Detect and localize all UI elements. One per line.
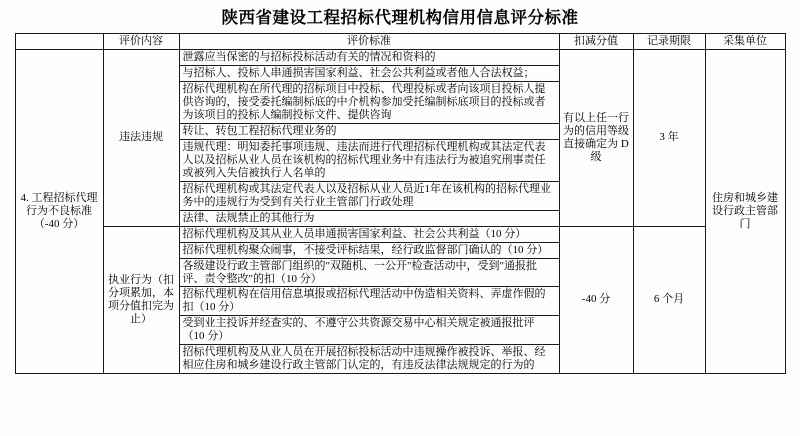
header-deduction-value: 扣减分值 xyxy=(559,34,633,50)
table-row xyxy=(15,226,785,242)
standard-item: 违规代理：明知委托事项违规、违法而进行代理招标代理机构或其法定代表人以及招标从业人员在该机构的招标代理业务中有违法行为被追究刑事责任或被列入失信被执行人名单的 xyxy=(179,139,559,181)
score-standard-table xyxy=(15,33,786,374)
deduction-value-practice: -40 分 xyxy=(559,226,633,374)
criterion-label: 4. 工程招标代理行为不良标准（-40 分） xyxy=(15,49,103,373)
standard-item: 法律、法规禁止的其他行为 xyxy=(179,210,559,226)
header-record-period: 记录期限 xyxy=(633,34,705,50)
standard-item: 招标代理机构或其法定代表人以及招标从业人员近1年在该机构的招标代理业务中的违规行为受到有关行业主管部门行政处理 xyxy=(179,181,559,210)
standard-item: 招标代理机构在信用信息填报或招标代理活动中伪造相关资料、弄虚作假的扣（10 分） xyxy=(179,287,559,316)
standard-item: 各级建设行政主管部门组织的"双随机、一公开"检查活动中，受到"通报批评、责令整改"的扣（10 分） xyxy=(179,258,559,287)
table-header-row xyxy=(15,34,785,50)
header-empty xyxy=(15,34,103,50)
standard-item: 受到业主投诉并经查实的、不遵守公共资源交易中心相关规定被通报批评（10 分） xyxy=(179,316,559,345)
standard-item: 与招标人、投标人串通损害国家利益、社会公共利益或者他人合法权益； xyxy=(179,65,559,81)
standard-item: 泄露应当保密的与招标投标活动有关的情况和资料的 xyxy=(179,49,559,65)
record-period-illegal: 3 年 xyxy=(633,49,705,226)
record-period-practice: 6 个月 xyxy=(633,226,705,374)
table-row xyxy=(15,49,785,65)
standard-item: 招标代理机构聚众闹事，不接受评标结果，经行政监督部门确认的（10 分） xyxy=(179,242,559,258)
group-name-illegal: 违法违规 xyxy=(103,49,179,226)
page-title: 陕西省建设工程招标代理机构信用信息评分标准 xyxy=(221,8,579,27)
header-collection-unit: 采集单位 xyxy=(705,34,785,50)
deduction-value-illegal: 有以上任一行为的信用等级直接确定为 D 级 xyxy=(559,49,633,226)
standard-item: 转让、转包工程招标代理业务的 xyxy=(179,123,559,139)
collection-unit: 住房和城乡建设行政主管部门 xyxy=(705,49,785,373)
standard-item: 招标代理机构在所代理的招标项目中投标、代理投标或者向该项目投标人提供咨询的，接受委托编制标底的中介机构参加受托编制标底项目的投标或者为该项目的投标人编制投标文件、提供咨询 xyxy=(179,81,559,123)
standard-item: 招标代理机构及从业人员在开展招标投标活动中违规操作被投诉、举报、经相应住房和城乡建设行政主管部门认定的，有违反法律法规规定的行为的 xyxy=(179,345,559,374)
header-evaluation-content: 评价内容 xyxy=(103,34,179,50)
header-evaluation-standard: 评价标准 xyxy=(179,34,559,50)
group-name-practice: 执业行为（扣分项累加，本项分值扣完为止） xyxy=(103,226,179,374)
standard-item: 招标代理机构及其从业人员串通损害国家利益、社会公共利益（10 分） xyxy=(179,226,559,242)
